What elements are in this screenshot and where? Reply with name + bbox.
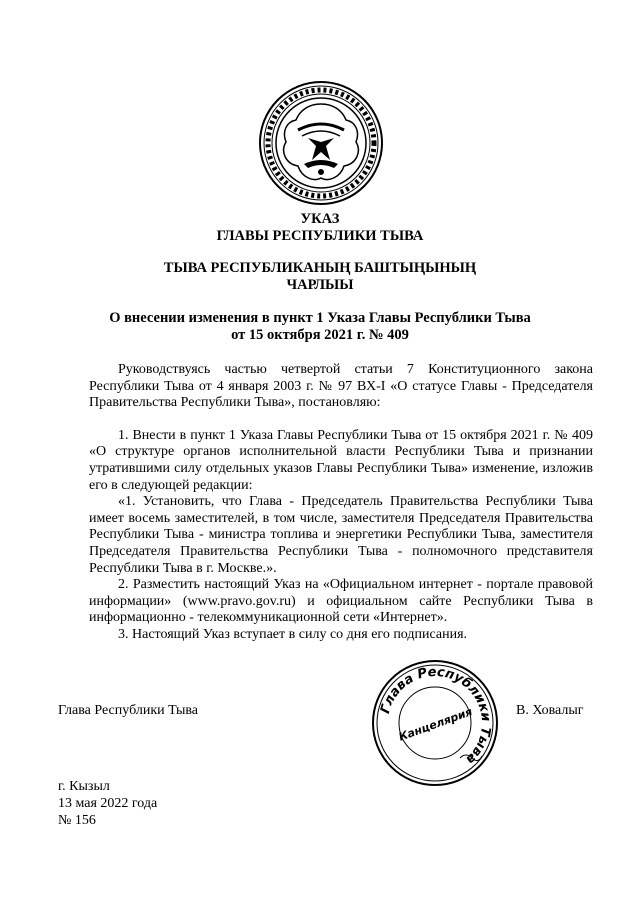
decree-issuer: ГЛАВЫ РЕСПУБЛИКИ ТЫВА (216, 228, 424, 244)
tuvan-title-line1: ТЫВА РЕСПУБЛИКАНЫҢ БАШТЫҢЫНЫҢ (163, 260, 477, 276)
decree-title: УКАЗ (300, 211, 340, 227)
item-1-paragraph: 1. Внести в пункт 1 Указа Главы Республики Тыва от 15 октября 2021 г. № 409 «О структуре органов исполнительной власти Республики Тыва и признании утратившими силу отдельных указов Главы Республики Тыва» изменение, изложив его в следующей редакции: (89, 427, 593, 493)
stamp-ring-text: Глава Республики Тыва (378, 664, 494, 767)
item-3-paragraph: 3. Настоящий Указ вступает в силу со дня его подписания. (118, 626, 468, 642)
issue-city: г. Кызыл (58, 779, 110, 794)
item-1-quote-paragraph: «1. Установить, что Глава - Председатель Правительства Республики Тыва имеет восемь заместителей, в том числе, заместителя Председателя Правительства Республики Тыва - министра топлива и энергетики Республики Тыва, заместителя Председателя Правительства Республики Тыва - полномочного представителя Республики Тыва в г. Москве.». (89, 494, 593, 576)
decree-subject-line2: от 15 октября 2021 г. № 409 (231, 327, 409, 343)
issue-date: 13 мая 2022 года (58, 796, 158, 811)
coat-of-arms-emblem (258, 80, 384, 206)
decree-number: № 156 (58, 813, 96, 828)
decree-subject-line1: О внесении изменения в пункт 1 Указа Главы Республики Тыва (109, 310, 531, 326)
office-stamp (370, 658, 500, 788)
tuvan-title-line2: ЧАРЛЫЫ (286, 277, 354, 293)
signatory-position: Глава Республики Тыва (58, 703, 199, 718)
preamble-paragraph: Руководствуясь частью четвертой статьи 7 Конституционного закона Республики Тыва от 4 января 2003 г. № 97 ВХ-I «О статусе Главы - Председателя Правительства Республики Тыва», постановляю: (89, 362, 593, 411)
decree-body (89, 362, 593, 644)
item-2-paragraph: 2. Разместить настоящий Указ на «Официальном интернет - портале правовой информации» (www.pravo.gov.ru) и официальном сайте Республики Тыва в информационно - телекоммуникационной сети «Интернет». (89, 577, 593, 626)
stamp-center-text: Канцелярия (396, 705, 475, 744)
signatory-name: В. Ховалыг (516, 703, 584, 718)
